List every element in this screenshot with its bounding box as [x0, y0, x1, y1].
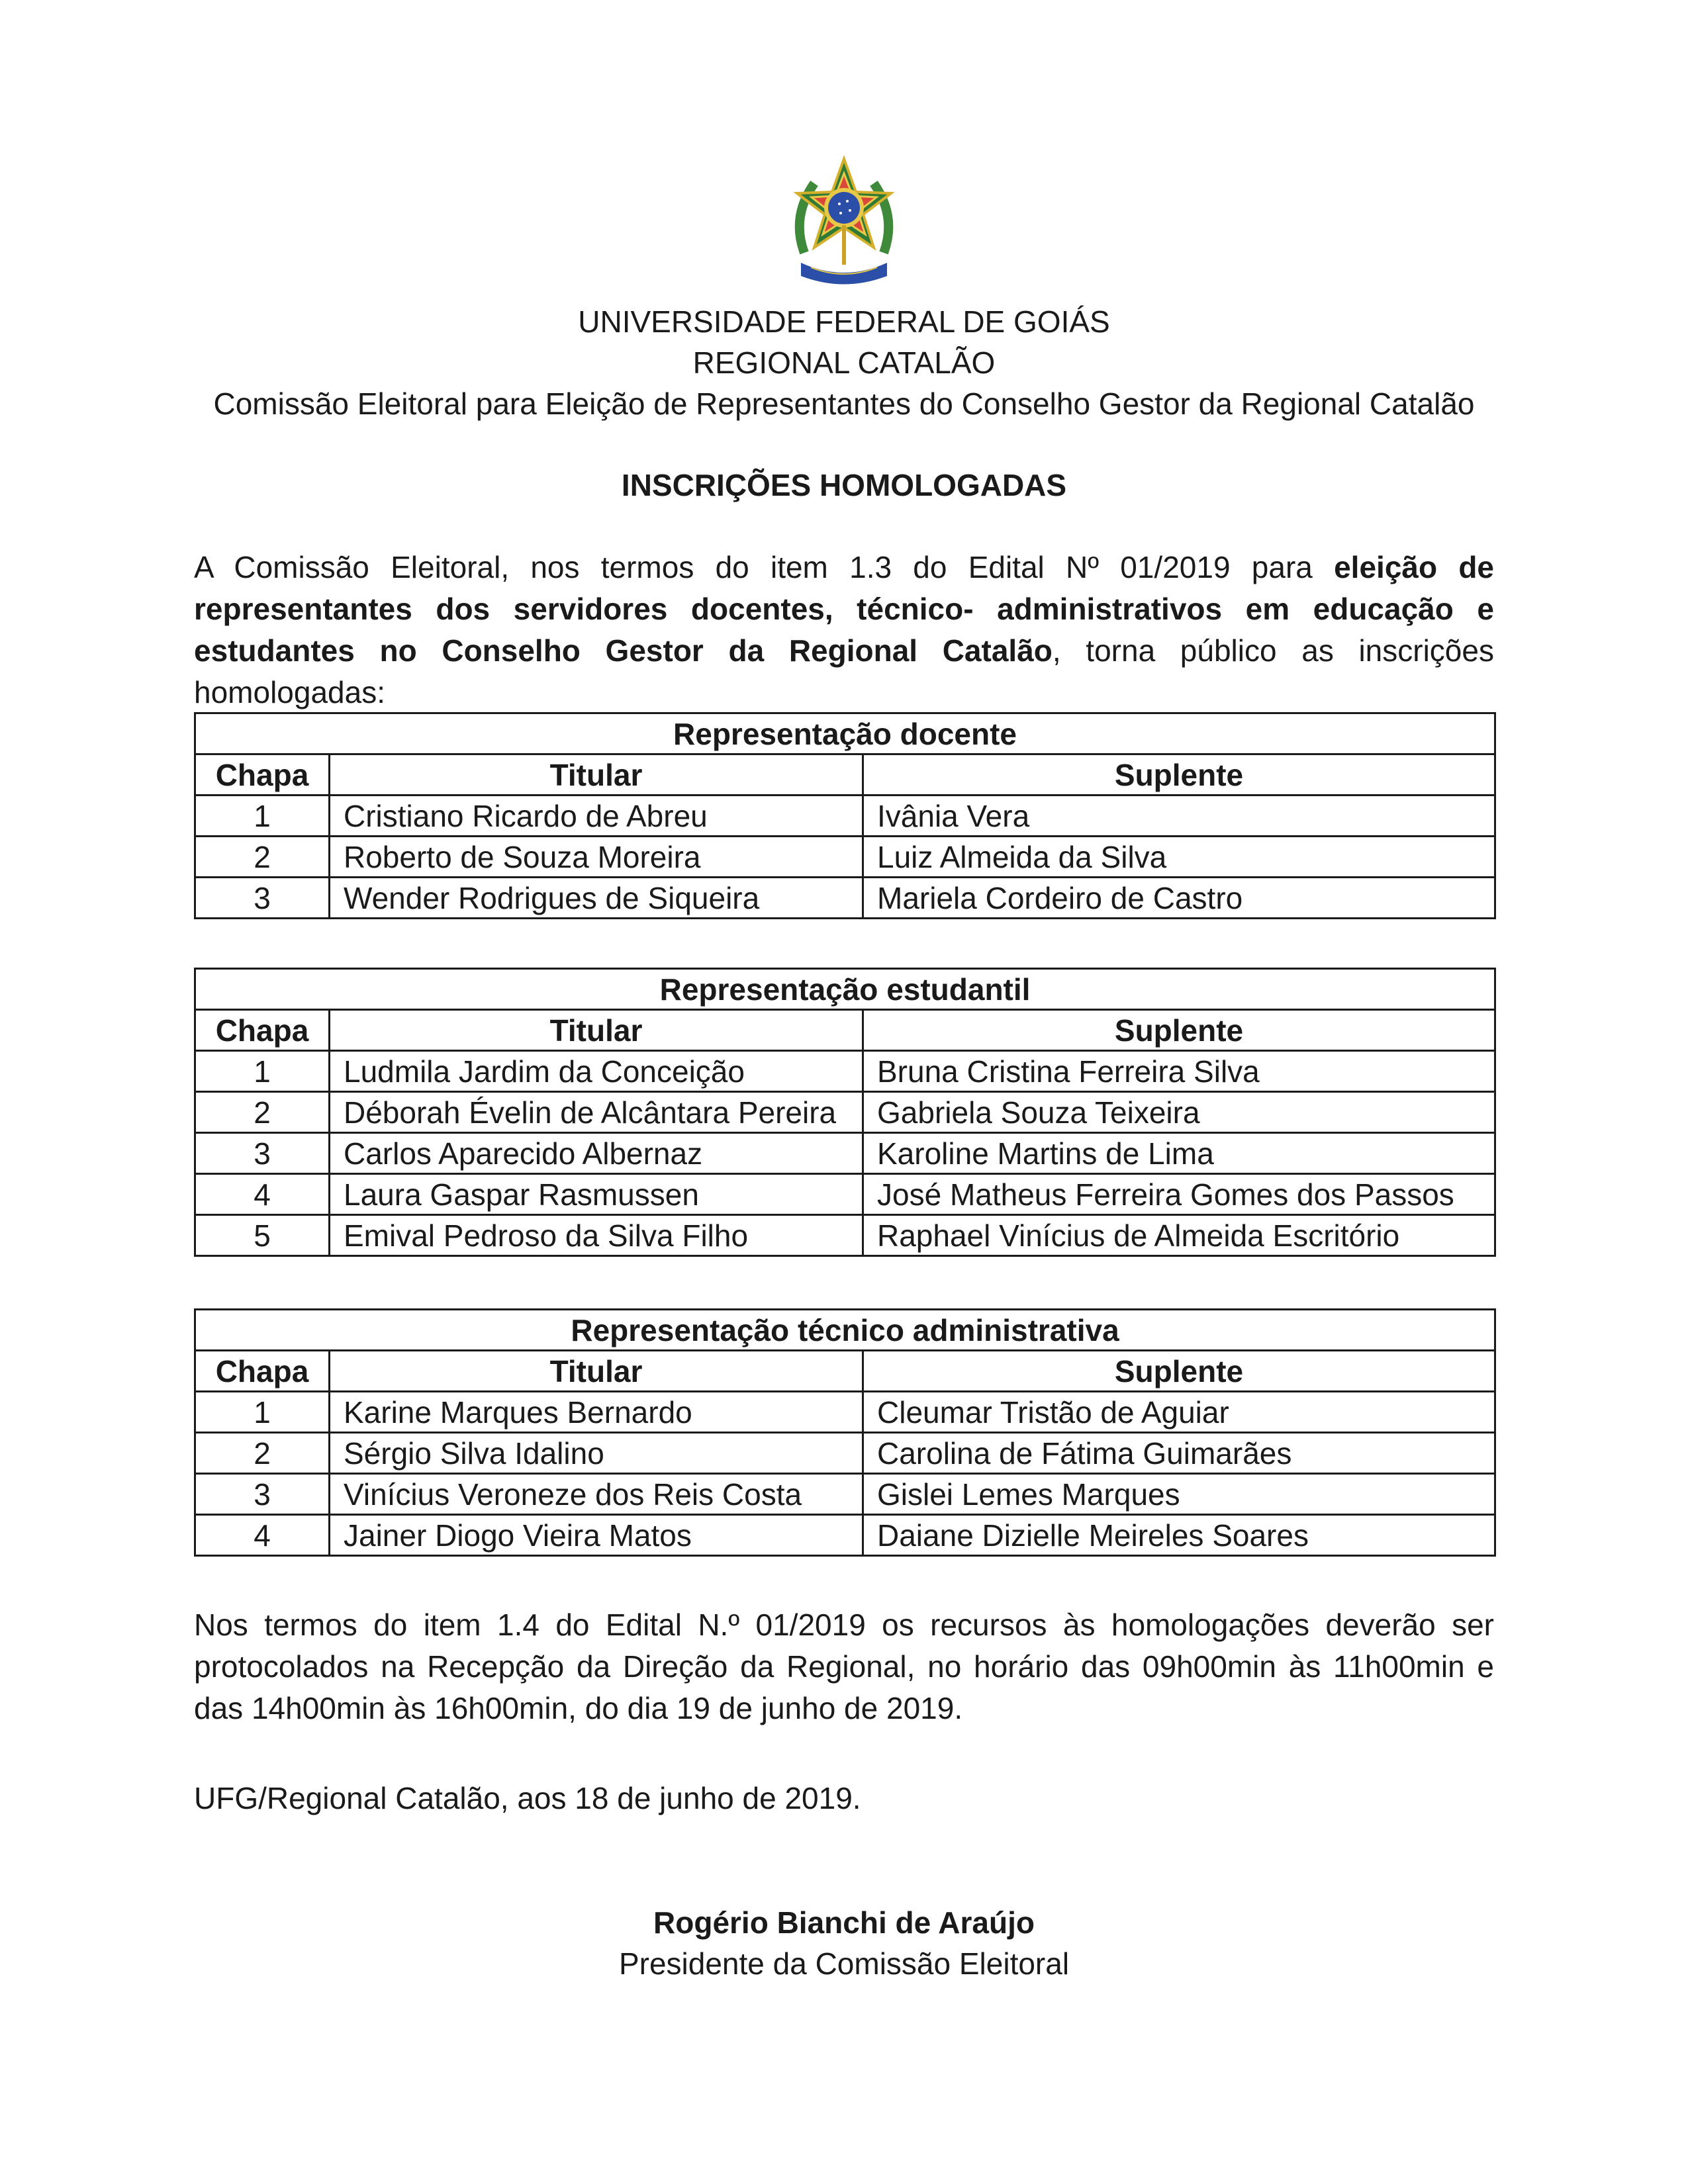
document-title: INSCRIÇÕES HOMOLOGADAS — [621, 468, 1067, 502]
table-row: 1 Karine Marques Bernardo Cleumar Tristão de Aguiar — [195, 1392, 1495, 1433]
appeal-paragraph: Nos termos do item 1.4 do Edital N.º 01/2019 os recursos às homologações deverão ser protocolados na Recepção da Direção da Regional, no horário das 09h00min às 11h00min e das 14h00min às 16h00min, do dia 19 de junho de 2019. — [194, 1608, 1494, 1725]
table-estudantil — [194, 968, 1496, 1257]
table-row: 2 Déborah Évelin de Alcântara Pereira Gabriela Souza Teixeira — [195, 1092, 1495, 1133]
col-header-suplente: Suplente — [863, 1010, 1495, 1051]
table-row: 2 Roberto de Souza Moreira Luiz Almeida da Silva — [195, 837, 1495, 878]
signatory-name: Rogério Bianchi de Araújo — [653, 1905, 1035, 1940]
table-row: 1 Cristiano Ricardo de Abreu Ivânia Vera — [195, 796, 1495, 837]
intro-bold-text: eleição de representantes dos servidores docentes, técnico- administrativos em educação e estudantes no Conselho Gestor da Regional Catalão — [194, 550, 1495, 668]
place-date: UFG/Regional Catalão, aos 18 de junho de 2019. — [194, 1781, 861, 1815]
table-tecnico-administrativa — [194, 1308, 1496, 1557]
col-header-chapa: Chapa — [195, 1351, 330, 1392]
signatory-role: Presidente da Comissão Eleitoral — [618, 1946, 1070, 1981]
brasao-coat-of-arms-icon — [788, 154, 900, 293]
university-name: UNIVERSIDADE FEDERAL DE GOIÁS — [578, 304, 1110, 339]
table-row: 4 Laura Gaspar Rasmussen José Matheus Ferreira Gomes dos Passos — [195, 1174, 1495, 1215]
intro-paragraph: A Comissão Eleitoral, nos termos do item 1.3 do Edital Nº 01/2019 para eleição de representantes dos servidores docentes, técnico- administrativos em educação e estudantes no Conselho Gestor da Regional Catalão, torna público as inscrições homologadas: — [194, 550, 1495, 709]
commission-name: Comissão Eleitoral para Eleição de Representantes do Conselho Gestor da Regional Catalão — [213, 387, 1475, 421]
table-title: Representação técnico administrativa — [195, 1310, 1495, 1351]
table-row: 2 Sérgio Silva Idalino Carolina de Fátima Guimarães — [195, 1433, 1495, 1474]
col-header-chapa: Chapa — [195, 1010, 330, 1051]
col-header-titular: Titular — [330, 754, 863, 796]
col-header-suplente: Suplente — [863, 1351, 1495, 1392]
table-row: 3 Wender Rodrigues de Siqueira Mariela Cordeiro de Castro — [195, 878, 1495, 919]
table-row: 3 Carlos Aparecido Albernaz Karoline Martins de Lima — [195, 1133, 1495, 1174]
table-row: 4 Jainer Diogo Vieira Matos Daiane Dizielle Meireles Soares — [195, 1515, 1495, 1556]
table-title: Representação estudantil — [195, 969, 1495, 1010]
table-row: 5 Emival Pedroso da Silva Filho Raphael Vinícius de Almeida Escritório — [195, 1215, 1495, 1256]
table-docente — [194, 712, 1496, 919]
table-title: Representação docente — [195, 713, 1495, 754]
col-header-titular: Titular — [330, 1010, 863, 1051]
table-row: 3 Vinícius Veroneze dos Reis Costa Gislei Lemes Marques — [195, 1474, 1495, 1515]
col-header-suplente: Suplente — [863, 754, 1495, 796]
col-header-titular: Titular — [330, 1351, 863, 1392]
regional-name: REGIONAL CATALÃO — [692, 345, 996, 380]
table-row: 1 Ludmila Jardim da Conceição Bruna Cristina Ferreira Silva — [195, 1051, 1495, 1092]
col-header-chapa: Chapa — [195, 754, 330, 796]
